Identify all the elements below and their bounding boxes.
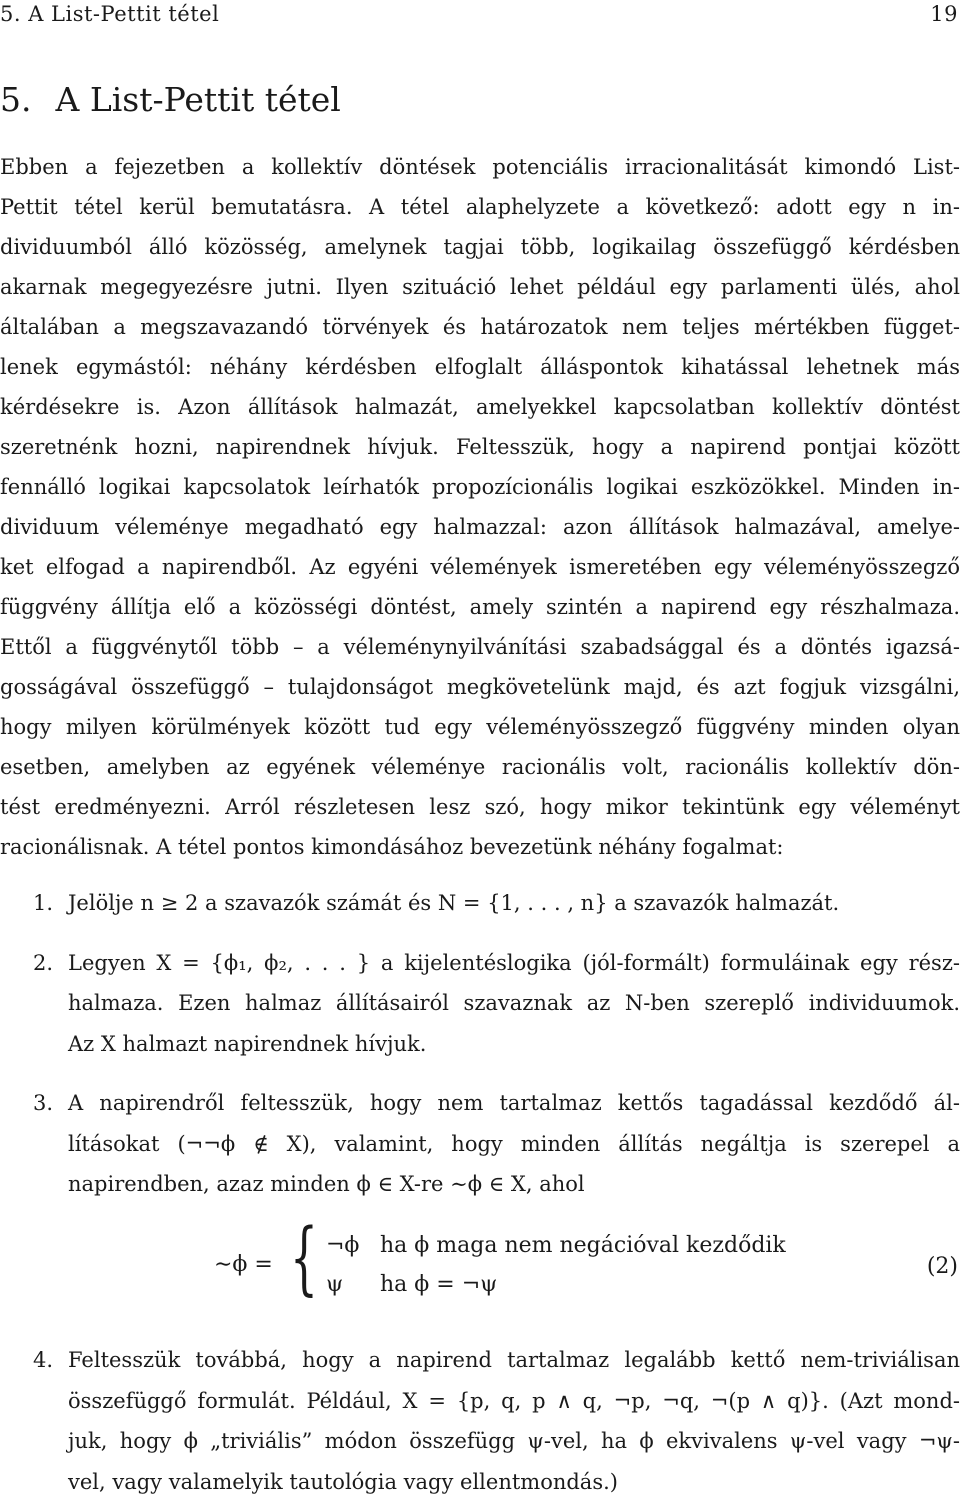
list-item [0,943,960,1065]
equation-2 [0,1224,960,1310]
section-title: A List-Pettit tétel [56,80,341,119]
list-item-marker: 2. [33,943,53,984]
case-2-condition: ha ϕ = ¬ψ [380,1272,497,1297]
list-item-marker: 1. [33,883,53,924]
list-item-line: Az X halmazt napirendnek hívjuk. [68,1024,960,1065]
paragraph-line: ket elfogad a napirendből. Az egyéni vélemények ismeretében egy véleményösszegző [0,547,960,587]
paragraph-line: Ebben a fejezetben a kollektív döntések potenciális irracionalitását kimondó List- [0,147,960,187]
list-item-line: halmaza. Ezen halmaz állításairól szavaznak az N-ben szereplő individuumok. [68,983,960,1024]
paragraph-line: Ettől a függvénytől több – a véleménynyilvánítási szabadsággal és a döntés igazsá- [0,627,960,667]
equation-brace: { [290,1218,318,1298]
definition-list-part-2 [0,1340,960,1502]
list-item-line: A napirendről feltesszük, hogy nem tartalmaz kettős tagadással kezdődő ál- [68,1083,960,1124]
list-item-line: lításokat (¬¬ϕ ∉ X), valamint, hogy minden állítás negáltja is szerepel a [68,1124,960,1165]
paragraph-line: gosságával összefüggő – tulajdonságot megkövetelünk majd, és azt fogjuk vizsgálni, [0,667,960,707]
paragraph-line: dividuum véleménye megadható egy halmazzal: azon állítások halmazával, amelye- [0,507,960,547]
paragraph-line: dividuumból álló közösség, amelynek tagjai több, logikailag összefüggő kérdésben [0,227,960,267]
intro-paragraph [0,147,960,867]
equation-case-2 [326,1272,343,1297]
list-item [0,1083,960,1205]
paragraph-line: lenek egymástól: néhány kérdésben elfoglalt álláspontok kihatással lehetnek más [0,347,960,387]
paragraph-line: esetben, amelyben az egyének véleménye racionális volt, racionális kollektív dön- [0,747,960,787]
list-item-line: juk, hogy ϕ „triviális” módon összefügg ψ-vel, ha ϕ ekvivalens ψ-vel vagy ¬ψ- [68,1421,960,1462]
page-number: 19 [930,2,958,26]
list-item-line: összefüggő formulát. Például, X = {p, q, p ∧ q, ¬p, ¬q, ¬(p ∧ q)}. (Azt mond- [68,1381,960,1422]
list-item-line: Feltesszük továbbá, hogy a napirend tartalmaz legalább kettő nem-triviálisan [68,1340,960,1381]
list-item-line: Jelölje n ≥ 2 a szavazók számát és N = {1, . . . , n} a szavazók halmazát. [68,883,960,924]
running-header [0,2,960,32]
case-2-expression: ψ [326,1272,343,1297]
list-item-line: vel, vagy valamelyik tautológia vagy ellentmondás.) [68,1462,960,1502]
paragraph-line: akarnak megegyezésre jutni. Ilyen szituáció lehet például egy parlamenti ülés, ahol [0,267,960,307]
section-heading [0,80,341,119]
case-1-expression: ¬ϕ [326,1233,359,1258]
case-1-condition: ha ϕ maga nem negációval kezdődik [380,1233,786,1258]
paragraph-line: fennálló logikai kapcsolatok leírhatók propozícionális logikai eszközökkel. Minden in- [0,467,960,507]
list-item-line: napirendben, azaz minden ϕ ∈ X-re ∼ϕ ∈ X, ahol [68,1164,960,1205]
list-item [0,883,960,924]
paragraph-line: hogy milyen körülmények között tud egy véleményösszegző függvény minden olyan [0,707,960,747]
equation-lhs: ∼ϕ = [214,1252,273,1277]
paragraph-line: kérdésekre is. Azon állítások halmazát, amelyekkel kapcsolatban kollektív döntést [0,387,960,427]
paragraph-line: általában a megszavazandó törvények és határozatok nem teljes mértékben függet- [0,307,960,347]
equation-case-1 [326,1233,359,1258]
list-item-line: Legyen X = {ϕ₁, ϕ₂, . . . } a kijelentéslogika (jól-formált) formuláinak egy rész- [68,943,960,984]
running-header-title: 5. A List-Pettit tétel [0,2,219,26]
equation-number: (2) [927,1254,958,1279]
paragraph-line: függvény állítja elő a közösségi döntést, amely szintén a napirend egy részhalmaza. [0,587,960,627]
paragraph-line: szeretnénk hozni, napirendnek hívjuk. Feltesszük, hogy a napirend pontjai között [0,427,960,467]
list-item [0,1340,960,1502]
section-number: 5. [0,80,32,119]
list-item-marker: 3. [33,1083,53,1124]
paragraph-line: racionálisnak. A tétel pontos kimondásához bevezetünk néhány fogalmat: [0,827,960,867]
list-item-marker: 4. [33,1340,53,1381]
paragraph-line: Pettit tétel kerül bemutatásra. A tétel alaphelyzete a következő: adott egy n in- [0,187,960,227]
definition-list-part-1 [0,883,960,1205]
paragraph-line: tést eredményezni. Arról részletesen lesz szó, hogy mikor tekintünk egy véleményt [0,787,960,827]
